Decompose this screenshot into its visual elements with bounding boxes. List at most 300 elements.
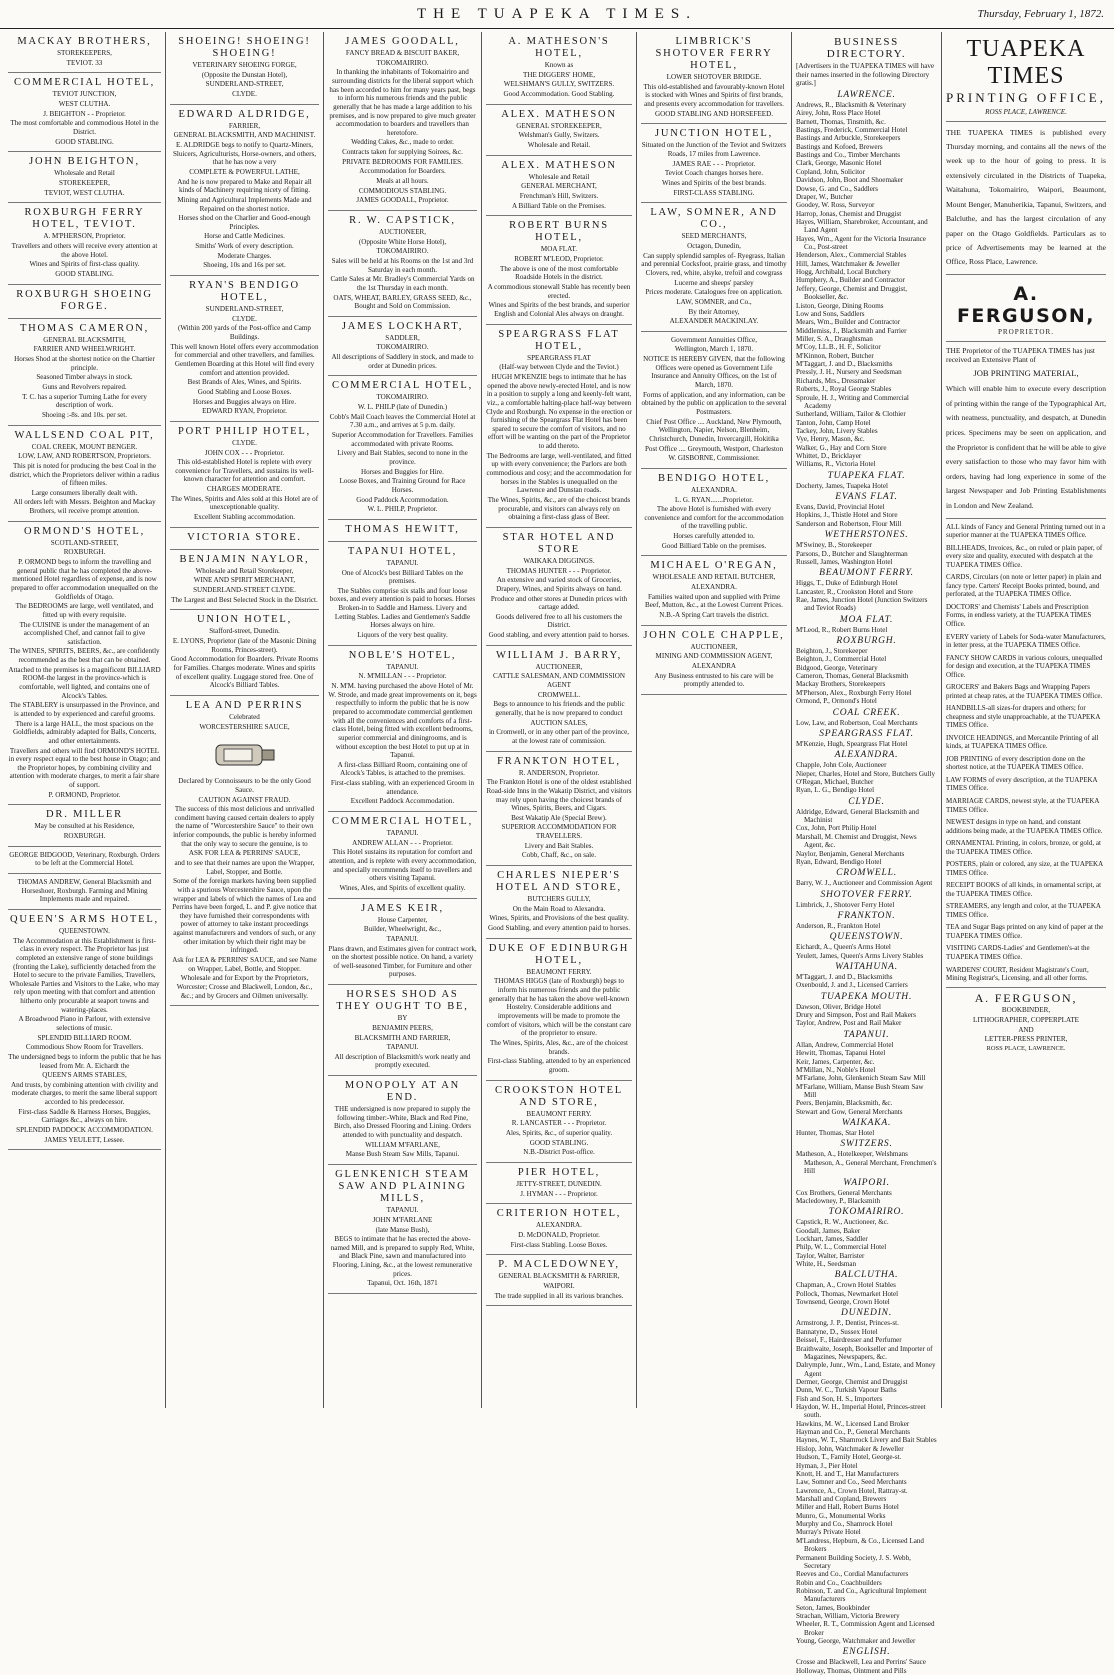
ad-line: WEST CLUTHA. [58,100,111,109]
divider [946,987,1106,988]
ad-line: First-class Stabling, attended to by an experienced groom. [487,1057,631,1074]
directory-entry: Bastings and Arbuckle, Storekeepers [796,134,901,143]
directory-entry: Andrews, R., Blacksmith & Veterinary [796,100,907,109]
directory-entry: Sproule, H. J., Writing and Commercial Academy [796,393,909,410]
ad-title: THOMAS HEWITT, [345,523,460,535]
advertisement [328,899,477,986]
ad-line: Wines and Spirits of the best brands. [662,179,766,188]
ad-line: This pit is noted for producing the best Coal in the district, which the Proprietors deliver within a radius of fifteen miles. [9,461,160,488]
printing-service-item: NEWEST designs in type on hand, and constant additions being made, at the TUAPEKA TIMES Office. [946,818,1103,835]
directory-entry: Beighton, J., Storekeeper [796,647,868,656]
ad-line: Cobb's Mail Coach leaves the Commercial Hotel at 7.30 a.m., and arrives at 5 p.m. daily. [329,412,476,430]
ad-line: Families waited upon and supplied with Prime Beef, Mutton, &c., at the Lowest Current Prices. [645,592,783,610]
ad-line: The trade supplied in all its various branches. [494,1291,624,1300]
ad-line: Lucerne and sheeps' parsley [674,278,754,287]
ad-line: WAIPORI. [543,1281,575,1290]
ad-title: TAPANUI HOTEL, [347,545,458,557]
directory-entry: Ryan, L. G., Bendigo Hotel [796,786,875,795]
directory-entry: M'Swiney, B., Storekeeper [796,541,872,550]
printing-service-item: INVOICE HEADINGS, and Mercantile Printing of all kinds, at TUAPEKA TIMES Office. [946,733,1099,751]
advertisement [486,528,632,646]
ad-title: JAMES LOCKHART, [341,320,464,332]
ad-line: Wedding Cakes, &c., made to order. [351,138,454,147]
ad-line: TOKOMAIRIRO. [376,343,429,352]
ad-line: Wholesale and for Export by the Proprietors, Worcester; Crosse and Blackwell, London, &c., &c.; and by Grocers and Oilmen universally. [176,974,313,1000]
ad-line: CLYDE. [232,438,257,447]
ad-title: ALEX. MATHESON [501,108,617,120]
directory-entry: M'Pherson, Alex., Roxburgh Ferry Hotel [796,688,912,697]
ad-title: DR. MILLER [46,809,123,821]
directory-entry: Pollock, Thomas, Newmarket Hotel [796,1289,899,1298]
directory-entry: Peers, Benjamin, Blacksmith, &c. [796,1099,893,1108]
advertisement [486,1081,632,1163]
directory-entry: M'Millan, N., Noble's Hotel [796,1065,876,1074]
directory-town: BEAUMONT FERRY. [819,568,914,579]
directory-town: SWITZERS. [840,1139,893,1150]
ad-line: (Half-way between Clyde and the Teviot.) [499,363,619,372]
ad-line: COAL CREEK, MOUNT BENGER. [31,442,138,451]
ad-line: Frenchman's Hill, Switzers. [519,192,599,201]
ad-title: BENDIGO HOTEL, [657,472,771,484]
advertisement [328,985,477,1076]
directory-entry: Dowse, G. and Co., Saddlers [796,184,878,193]
advertisement [170,696,319,1006]
directory-entry: Holloway, Thomas, Ointment and Pills [796,1666,907,1675]
advertisement [8,874,161,910]
ad-line: Good stabling, and every attention paid to horses. [488,631,630,640]
ad-line: Excellent Paddock Accommodation. [350,797,455,806]
ad-line: Cobb, Chaff, &c., on sale. [521,851,597,860]
advertisement [170,422,319,528]
ad-line: The undersigned begs to inform the public that he has leased from Mr. A. Eichardt the [8,1052,161,1070]
ad-line: Goods delivered free to all his customers the District. [495,612,623,630]
advertisement [8,32,161,73]
advertisement [8,319,161,426]
directory-town: BALCLUTHA. [834,1270,899,1281]
ad-line: The Largest and Best Selected Stock in the District. [171,595,318,604]
ad-line: Travellers and others will receive every attention at the above Hotel. [11,242,158,259]
ad-line: ALEXANDRA. [536,1221,582,1230]
advertisement [328,32,477,211]
ad-line: GENERAL BLACKSMITH & FARRIER, [498,1272,620,1281]
directory-town: QUEENSTOWN. [829,932,904,943]
advertisement [170,32,319,105]
ad-line: MOA FLAT. [540,245,578,254]
directory-entry: Whittet, D., Bricklayer [796,452,862,461]
ad-line: The Accommodation at this Establishment is first-class in every respect. The Proprietor has just completed an extensive range of stone buildings (fronting the Lake), sufficiently detached from the Hotel to secure to the private Families, Travellers, Wholesale Parties and Visitors to the Lake, who may rely upon meeting with that comfort and attention hitherto only procurable at seaport towns and watering-places. [9,936,160,1014]
ad-line: R. ANDERSON, Proprietor. [518,768,600,777]
ad-line: House Carpenter, [377,915,428,924]
directory-entry: Strachan, William, Victoria Brewery [796,1612,900,1621]
ad-title: WILLIAM J. BARRY, [495,649,623,661]
ad-line: P. ORMOND begs to inform the travelling and general public that he has completed the above-mentioned Hotel regardless of expense, and is now prepared to offer accommodation unequalled on the Goldfields of Otago. [11,558,158,601]
ad-line: N. M'MILLAN - - - Proprietor. [358,672,447,681]
footer-line-5: ROSS PLACE, LAWRENCE. [986,1044,1066,1052]
ad-line: A first-class Billiard Room, containing one of Alcock's Tables, is attached to the premises. [337,760,468,778]
directory-entry: Beighton, J., Commercial Hotel [796,655,887,664]
ad-title: JOHN BEIGHTON, [29,156,140,168]
directory-town: CLYDE. [848,796,885,807]
advertisement [8,203,161,284]
ad-title: CROOKSTON HOTEL AND STORE, [494,1084,624,1108]
proprietor-role: PROPRIETOR. [997,327,1054,336]
printing-service-item: BILLHEADS, Invoices, &c., on ruled or plain paper, of every size and quality, executed with despatch at the TUAPEKA TIMES Office. [946,543,1103,569]
ad-line: Wellington, March 1, 1870. [674,345,754,354]
directory-town: WETHERSTONES. [824,530,909,541]
ad-line: This Hotel sustains its reputation for comfort and attention, and is replete with every accommodation, and specially recommends itself to travellers and others visiting Tapanui. [329,848,476,883]
ad-line: WAIKAKA DIGGINGS. [523,556,595,565]
advertisement [328,542,477,646]
ad-title: COMMERCIAL HOTEL, [331,816,474,827]
ad-line: ROXBURGH. [63,832,106,841]
directory-entry: Miller, S. A., Draughtsman [796,334,873,343]
ad-line: GENERAL BLACKSMITH, [43,335,126,344]
directory-entry: Robinson, T. and Co., Agricultural Implement Manufacturers [796,1586,927,1604]
ad-title: MACKAY BROTHERS, [17,36,152,47]
ad-line: The Stables comprise six stalls and four loose boxes, and every attention is paid to horses. Horses Broken-in to Saddle and Harness. Livery and Letting Stables. Ladies and Gentlemen's Saddle Horses always on hire. [329,586,476,630]
ad-line: GOOD STABLING. [55,269,114,278]
directory-entry: Lancaster, R., Crookston Hotel and Store [796,587,913,596]
directory-entry: Nieper, Charles, Hotel and Store, Butchers Gully [796,769,935,778]
directory-town: WAITAHUNA. [835,962,898,973]
ad-line: Builder, Wheelwright, &c., [363,925,442,934]
ad-title: UNION HOTEL, [196,614,293,626]
ad-line: Wines, Spirits, and Provisions of the best quality. [489,914,629,923]
directory-town: TOKOMAIRIRO. [828,1207,905,1218]
directory-entry: Humphery, A., Builder and Contractor [796,276,905,285]
directory-entry: Higgs, T., Duke of Edinburgh Hotel [796,579,898,588]
directory-entry: M'Landress, Hepburn, & Co., Licensed Land Brokers [796,1536,924,1554]
directory-town: WAIPORI. [843,1177,890,1188]
advertisement [328,211,477,317]
directory-entry: Capstick, R. W., Auctioneer, &c. [796,1218,889,1227]
ad-line: Horses and Buggies always on Hire. [192,397,297,406]
ad-line: ASK FOR LEA & PERRINS' SAUCE, [188,849,301,858]
ad-line: GOOD STABLING. [55,137,114,146]
ad-title: GLENKENICH STEAM SAW AND PLAINING MILLS, [335,1169,470,1205]
ad-line: Excellent Stabling accommodation. [193,513,296,521]
ad-line: (Within 200 yards of the Post-office and Camp Buildings. [178,324,311,342]
directory-entry: Braithwaite, Joseph, Bookseller and Importer of Magazines, Newspapers, &c. [796,1344,933,1361]
ad-line: N.B.-District Post-office. [523,1148,595,1157]
directory-entry: Allan, Andrew, Commercial Hotel [796,1040,894,1049]
ad-line: The Frankton Hotel is one of the oldest established Road-side Inns in the Wakatip District, and visitors may rely upon having the choicest brands of Wines, Spirits, Beers, and Cigars. [486,778,632,813]
advertisement [328,646,477,812]
directory-entry: Townsend, George, Crown Hotel [796,1298,890,1307]
ad-line: Livery and Bait Stables. [524,841,594,850]
ad-line: Post Office .... Greymouth, Westport, Charleston [644,444,784,453]
ad-line: Shoeing, 10s and 16s per set. [203,261,286,270]
ad-line: THOMAS HUNTER - - - Proprietor. [506,566,612,575]
directory-entry: Chapman, A., Crown Hotel Stables [796,1281,896,1290]
ad-line: R. LANCASTER - - - Proprietor. [511,1119,607,1128]
ad-title: PORT PHILIP HOTEL, [178,425,311,437]
ad-line: AUCTIONEER, [690,642,738,651]
ad-line: All description of Blacksmith's work neatly and promptly executed. [334,1052,471,1070]
directory-entry: Bastings and Kofoed, Brewers [796,142,883,151]
directory-town: WAIKAKA. [841,1118,892,1129]
directory-entry: M'Taggart, J. and D., Blacksmiths [796,360,893,369]
ad-line: Large consumers liberally dealt with. [31,488,138,497]
ad-line: WINE AND SPIRIT MERCHANT, [193,576,296,585]
ad-title: R. W. CAPSTICK, [349,214,456,226]
ad-line: The above Hotel is furnished with every convenience and comfort for the accommodation of the travelling public. [644,505,784,531]
ad-line: Moderate Charges. [217,251,272,260]
advertisement [641,469,787,557]
ad-line: The Wines, Spirits, Ales, &c., are of the choicest brands. [489,1038,629,1056]
directory-town: SPEARGRASS FLAT. [819,728,914,739]
directory-entry: Goodey, W. Ross, Surveyor [796,201,875,210]
ad-title: NOBLE'S HOTEL, [348,649,457,661]
ad-title: FRANKTON HOTEL, [497,755,621,767]
ad-line: STOREKEEPERS, [57,49,112,58]
ad-line: Declared by Connoisseurs to be the only Good Sauce. [178,777,311,794]
directory-entry: Tanton, John, Camp Hotel [796,418,871,427]
ad-line: An extensive and varied stock of Groceries, Drapery, Wines, and Spirits always on hand. [496,576,622,593]
ad-line: CHARGES MODERATE. [206,485,283,494]
directory-entry: Philp, W. L., Commercial Hotel [796,1243,887,1252]
ad-line: COMPLETE & POWERFUL LATHE, [189,167,300,176]
directory-entry: Taylor, Andrew, Post and Rail Maker [796,1019,902,1028]
ad-line: TAPANUI. [386,1043,419,1052]
directory-entry: Hayes, William, Sharebroker, Accountant, and Land Agent [796,217,928,235]
ad-title: JOHN COLE CHAPPLE, [643,629,785,641]
directory-entry: O'Regan, Michael, Butcher [796,778,874,786]
directory-entry: White, H., Seedsman [796,1260,857,1269]
ad-line: Octagon, Dunedin, [687,242,741,251]
directory-entry: Hayman and Co., P., General Merchants [796,1428,911,1437]
ad-line: J. HYMAN - - - Proprietor. [520,1189,598,1198]
directory-town: COAL CREEK. [832,707,901,718]
column-5 [637,32,792,1408]
ad-line: The Wines, Spirits, &c., are of the choicest brands procurable, and visitors can always rely on obtaining a first-class glass of Beer. [487,495,631,522]
ad-line: Wines, Ales, and Spirits of excellent quality. [339,883,466,892]
directory-entry: Roberts, J., Royal George Stables [796,385,892,394]
directory-entry: Yeulett, James, Queen's Arms Livery Stables [796,951,924,960]
ad-line: Sales will be held at his Rooms on the 1st and 3rd Saturday in each month. [331,256,474,274]
ad-line: CROMWELL. [537,690,581,699]
ad-line: Ask for LEA & PERRINS' SAUCE, and see Name on Wrapper, Label, Bottle, and Stopper. [172,956,317,973]
directory-entry: Fish and Son, H. S., Importers [796,1394,883,1403]
column-1 [4,32,166,1408]
directory-entry: Knott, H. and T., Hat Manufacturers [796,1469,899,1478]
directory-entry: Lawrence, A., Crown Hotel, Rattray-st. [796,1486,908,1495]
ad-title: ROXBURGH FERRY HOTEL, TEVIOT. [24,207,145,231]
advertisement [486,1204,632,1255]
ad-line: QUEEN'S ARMS STABLES, [42,1071,127,1080]
ad-line: TOKOMAIRIRO. [376,393,429,402]
advertisement [170,276,319,422]
ad-title: HORSES SHOD AS THEY OUGHT TO BE, [336,989,469,1013]
ad-line: Commodious Show Room for Travellers. [25,1043,144,1052]
ad-title: A. MATHESON'S HOTEL, [508,36,610,60]
directory-town: EVANS FLAT. [835,492,898,503]
directory-entry: Liston, George, Dining Rooms [796,301,884,310]
ad-line: J. BEIGHTON - - Proprietor. [43,109,126,118]
ad-line: Manse Bush Steam Saw Mills, Tapanui. [345,1150,460,1159]
page-columns [4,32,1110,1675]
printing-service-item: STREAMERS, any length and color, at the TUAPEKA TIMES Office. [946,902,1101,919]
ad-line: Wholesale and Retail [54,169,115,178]
advertisement [641,203,787,332]
ad-line: T. C. has a superior Turning Lathe for every description of work. [22,392,147,410]
printing-service-item: JOB PRINTING of every description done on the shortest notice, at the TUAPEKA TIMES Office. [946,754,1086,772]
advertisement [486,866,632,939]
ad-title: STAR HOTEL AND STORE [502,531,616,555]
ad-line: QUEENSTOWN. [59,926,110,935]
ad-line: SEED MERCHANTS, [681,232,747,241]
ad-line: PRIVATE BEDROOMS FOR FAMILIES. [342,157,463,166]
ad-line: N.B.-A Spring Cart travels the district. [659,610,769,619]
ad-line: This old-established and favourably-known Hotel is stocked with Wines and Spirits of first brands, and presents every accommodation for travellers. [643,82,785,109]
printing-service-item: GROCERS' and Bakers Bags and Wrapping Papers printed at cheap rates, at the TUAPEKA TIMES Office. [946,683,1103,700]
directory-entry: Hislop, John, Watchmaker & Jeweller [796,1444,904,1453]
advertisement [641,556,787,625]
directory-entry: Haydon, W. H., Imperial Hotel, Princes-street south. [796,1403,926,1420]
ad-line: Wines and Spirits of the best brands, and superior English and Colonial Ales always on draught. [488,301,630,318]
ad-line: Shoeing :-8s. and 10s. per set. [41,410,128,419]
ad-line: BY [397,1014,408,1023]
ad-line: Seasoned Timber always in stock. [36,373,133,382]
ad-line: HUGH M'KENZIE begs to intimate that he has opened the above newly-erected Hotel, and is now in a position to supply a long and keenly-felt want, viz., a comfortable halting-place half-way between Clyde and Roxburgh. No expense in the erection or furnishing of the Speargrass Flat Hotel has been spared to secure the comfort of visitors, and no effort will be wanting on the part of the Proprietor to add thereto. [486,372,632,451]
directory-entry: M'Farlane, William, Manse Bush Steam Saw Mill [796,1082,924,1099]
printing-service-item: RECEIPT BOOKS of all kinds, in ornamental script, at the TUAPEKA TIMES Office. [946,881,1102,898]
directory-entry: Ryan, Edward, Bendigo Hotel [796,857,882,866]
directory-entry: Naylor, Benjamin, General Merchants [796,849,905,858]
advertisement [486,105,632,156]
directory-town: TUAPEKA MOUTH. [820,991,913,1002]
ad-line: First-class Stabling. Loose Boxes. [510,1240,608,1249]
ad-line: JAMES RAE - - - Proprietor. [672,159,756,168]
advertisement [8,285,161,319]
directory-town: ROXBURGH. [836,636,897,647]
directory-entry: Taylor, Walter, Barrister [796,1251,865,1260]
ad-line: Ales, Spirits, &c., of superior quality. [505,1128,613,1137]
ad-line: E. LYONS, Proprietor (late of the Masonic Dining Rooms, Princes-street). [172,637,317,654]
directory-entry: M'Coy, LL.B., H. F., Solicitor [796,343,881,352]
ad-line: Liquors of the very best quality. [357,631,448,640]
directory-entry: Hogg, Archibald, Local Butchery [796,268,891,277]
ad-line: Good Stabling and Loose Boxes. [197,387,292,396]
directory-entry: Crosse and Blackwell, Lea and Perrins' Sauce [796,1658,926,1667]
ad-line: GOOD STABLING AND HORSEFEED. [654,109,774,118]
ad-line: Can supply splendid samples of- Ryegrass, Italian and perennial Cocksfoot, prairie grass, and timothy Clovers, red, white, alsyke, trefoil and cowgrass [641,251,787,277]
ad-line: Horse and Cattle Medicines. [204,232,285,241]
ad-line: Horses and Buggies for Hire. [361,467,444,476]
ad-line: The STABLERY is unsurpassed in the Province, and is attended to by experienced and careful grooms. [9,701,160,718]
ad-title: ALEX. MATHESON [501,159,617,171]
ad-line: In thanking the inhabitants of Tokomairiro and surrounding districts for the liberal support which has been accorded to him for many years past, begs to inform his numerous friends and the public generally that he has made a large addition to his premises, and is now prepared to give much greater accommodation to boarders and travellers than heretofore. [329,68,476,137]
ad-line: FARRIER, [228,121,261,130]
ad-line: GENERAL MERCHANT, [521,182,597,191]
directory-town: MOA FLAT. [839,614,894,625]
directory-intro: [Advertisers in the TUAPEKA TIMES will have their names inserted in the following Directory gratis.] [796,62,935,88]
directory-entry: Low, Law, and Robertson, Coal Merchants [796,718,918,727]
ad-line: The Bedrooms are large, well-ventilated, and fitted up with every convenience; the Parlors are both commodious and cosy; and the accommodation for horses in the Stables is unequalled on the Lawrence and Dunstan roads. [486,451,632,495]
ad-line: Produce and other stores at Dunedin prices with cartage added. [490,594,628,612]
proprietor-name: A. FERGUSON, [956,282,1096,327]
advertisement [641,626,787,695]
ad-title: JAMES KEIR, [361,902,444,914]
ad-line: The above is one of the most comfortable Roadside Hotels in the district. [500,264,618,282]
ad-line: Wholesale and Retail Storekeeper, [195,566,294,575]
ad-line: A Broadwood Piano in Parlour, with extensive selections of music. [18,1015,151,1032]
ad-line: ROBERT M'LEOD, Proprietor. [514,255,604,264]
directory-entry: Anderson, R., Frankton Hotel [796,921,881,930]
ad-line: The success of this most delicious and unrivalled condiment having caused certain dealers to apply the name of "Worcestershire Sauce" to their own inferior compounds, the public is hereby informed that the only way to secure the genuine, is to [173,805,316,848]
ad-title: COMMERCIAL HOTEL, [13,77,156,89]
ad-title: JAMES GOODALL, [345,36,460,47]
ad-line: N. M'M. having purchased the above Hotel of Mr. W. Strode, and made great improvements on it, begs respectfully to inform the public that he is now prepared to accommodate commercial gentlemen with all the conveniences and comforts of a first-class Hotel, being fitted with excellent bedrooms, superior commercial and diningrooms, and is without exception the best Hotel to put up at in Tapanui. [328,682,477,760]
ad-line: Loose Boxes, and Training Ground for Race Horses. [339,477,466,494]
ad-line: and to see that their names are upon the Wrapper, Label, Stopper, and Bottle. [174,858,315,876]
directory-entry: Ormond, P., Ormond's Hotel [796,697,877,706]
advertisement [8,426,161,522]
ad-line: GENERAL BLACKSMITH, AND MACHINIST. [173,131,316,140]
ad-line: SCOTLAND-STREET, [50,538,119,547]
directory-entry: Permanent Building Society, J. S. Webb, Secretary [796,1553,911,1570]
directory-entry: Cameron, Thomas, General Blacksmith [796,672,909,681]
printing-service-item: EVERY variety of Labels for Soda-water Manufacturers, in letter press, at the TUAPEKA TIMES Office. [946,632,1106,650]
directory-entry: M'Kenzie, Hugh, Speargrass Flat Hotel [796,739,908,748]
directory-entry: Mears, Wm., Builder and Contractor [796,318,901,327]
advertisement [486,1163,632,1204]
ad-line: Good Paddock Accommodation. [356,495,449,504]
ad-line: SPLENDID PADDOCK ACCOMMODATION. [16,1126,153,1135]
ad-title: RYAN'S BENDIGO HOTEL, [189,280,300,304]
ad-line: W. GISBORNE, Commissioner. [668,454,760,463]
ad-line: Some of the foreign markets having been supplied with a spurious Worcestershire Sauce, upon the wrapper and labels of which the names of Lea and Perrins have been forged, L. and P. give notice that they have furnished their correspondents with power of attorney to take instant proceedings against manufacturers and vendors of such, or any other imitation by which their right may be infringed. [172,877,317,955]
ad-line: ANDREW ALLAN - - - Proprietor. [352,838,453,847]
ad-line: Good Billiard Table on the premises. [661,541,767,550]
ad-title: ORMOND'S HOTEL, [23,525,146,537]
ad-line: Best Brands of Ales, Wines, and Spirits. [187,378,302,387]
ad-line: CATTLE SALESMAN, AND COMMISSION AGENT [492,672,626,690]
ad-title: CRITERION HOTEL, [496,1208,622,1220]
ad-line: On the Main Road to Alexandra. [512,904,606,913]
ad-line: Good Accommodation for Boarders. Private Rooms for Families. Charges moderate. Wines and spirits of excellent quality. Luggage stored free. One of Alcock's Billiard Tables. [170,655,319,690]
directory-entry: Hopkins, J., Thistle Hotel and Store [796,511,898,520]
ad-line: Welshman's Gully, Switzers. [518,131,600,140]
directory-entry: Parsons, D., Butcher and Slaughterman [796,549,908,558]
ad-line: Meals at all hours. [376,177,429,186]
printing-service-item: VISITING CARDS-Ladies' and Gentlemen's-at the TUAPEKA TIMES Office. [946,944,1090,961]
directory-entry: Hill, James, Watchmaker & Jeweller [796,259,900,268]
ad-line: A commodious stonewall Stable has recently been erected. [487,282,631,300]
ad-line: WILLIAM M'FARLANE, [365,1140,440,1149]
advertisement [641,124,787,203]
ad-line: FARRIER AND WHEELWRIGHT. [33,345,136,354]
ad-line: THE DIGGERS' HOME, [522,70,595,79]
directory-entry: Hudson, T., Family Hotel, George-st. [796,1453,902,1462]
ad-line: BENJAMIN PEERS, [372,1023,433,1032]
advertisement [486,156,632,217]
ad-title: DUKE OF EDINBURGH HOTEL, [488,942,630,966]
directory-entry: Richards, Mrs., Dressmaker [796,376,876,385]
directory-entry: Jeffery, George, Chemist and Druggist, Bookseller, &c. [796,284,907,302]
ad-line: BLACKSMITH AND FARRIER, [354,1033,451,1042]
ad-line: Begs to announce to his friends and the public generally, that he is now prepared to conduct [493,700,625,717]
ad-line: SUNDERLAND-STREET CLYDE. [193,586,296,595]
ad-line: NOTICE IS HEREBY GIVEN, that the following Offices were opened as Government Life Insurance and Annuity Offices, on the 1st of March, 1870. [643,355,785,390]
directory-entry: Law, Somner and Co., Seed Merchants [796,1478,907,1487]
ad-line: WHOLESALE AND RETAIL BUTCHER, [652,573,776,582]
printing-service-item: POSTERS, plain or colored, any size, at the TUAPEKA TIMES Office. [946,860,1103,877]
directory-entry: Bidgood, George, Veterinary [796,663,878,672]
ad-title: THOMAS CAMERON, [19,322,150,334]
ad-line: COMMODIOUS STABLING. [358,186,447,195]
directory-entry: Murphy and Co., Shamrock Hotel [796,1520,893,1529]
